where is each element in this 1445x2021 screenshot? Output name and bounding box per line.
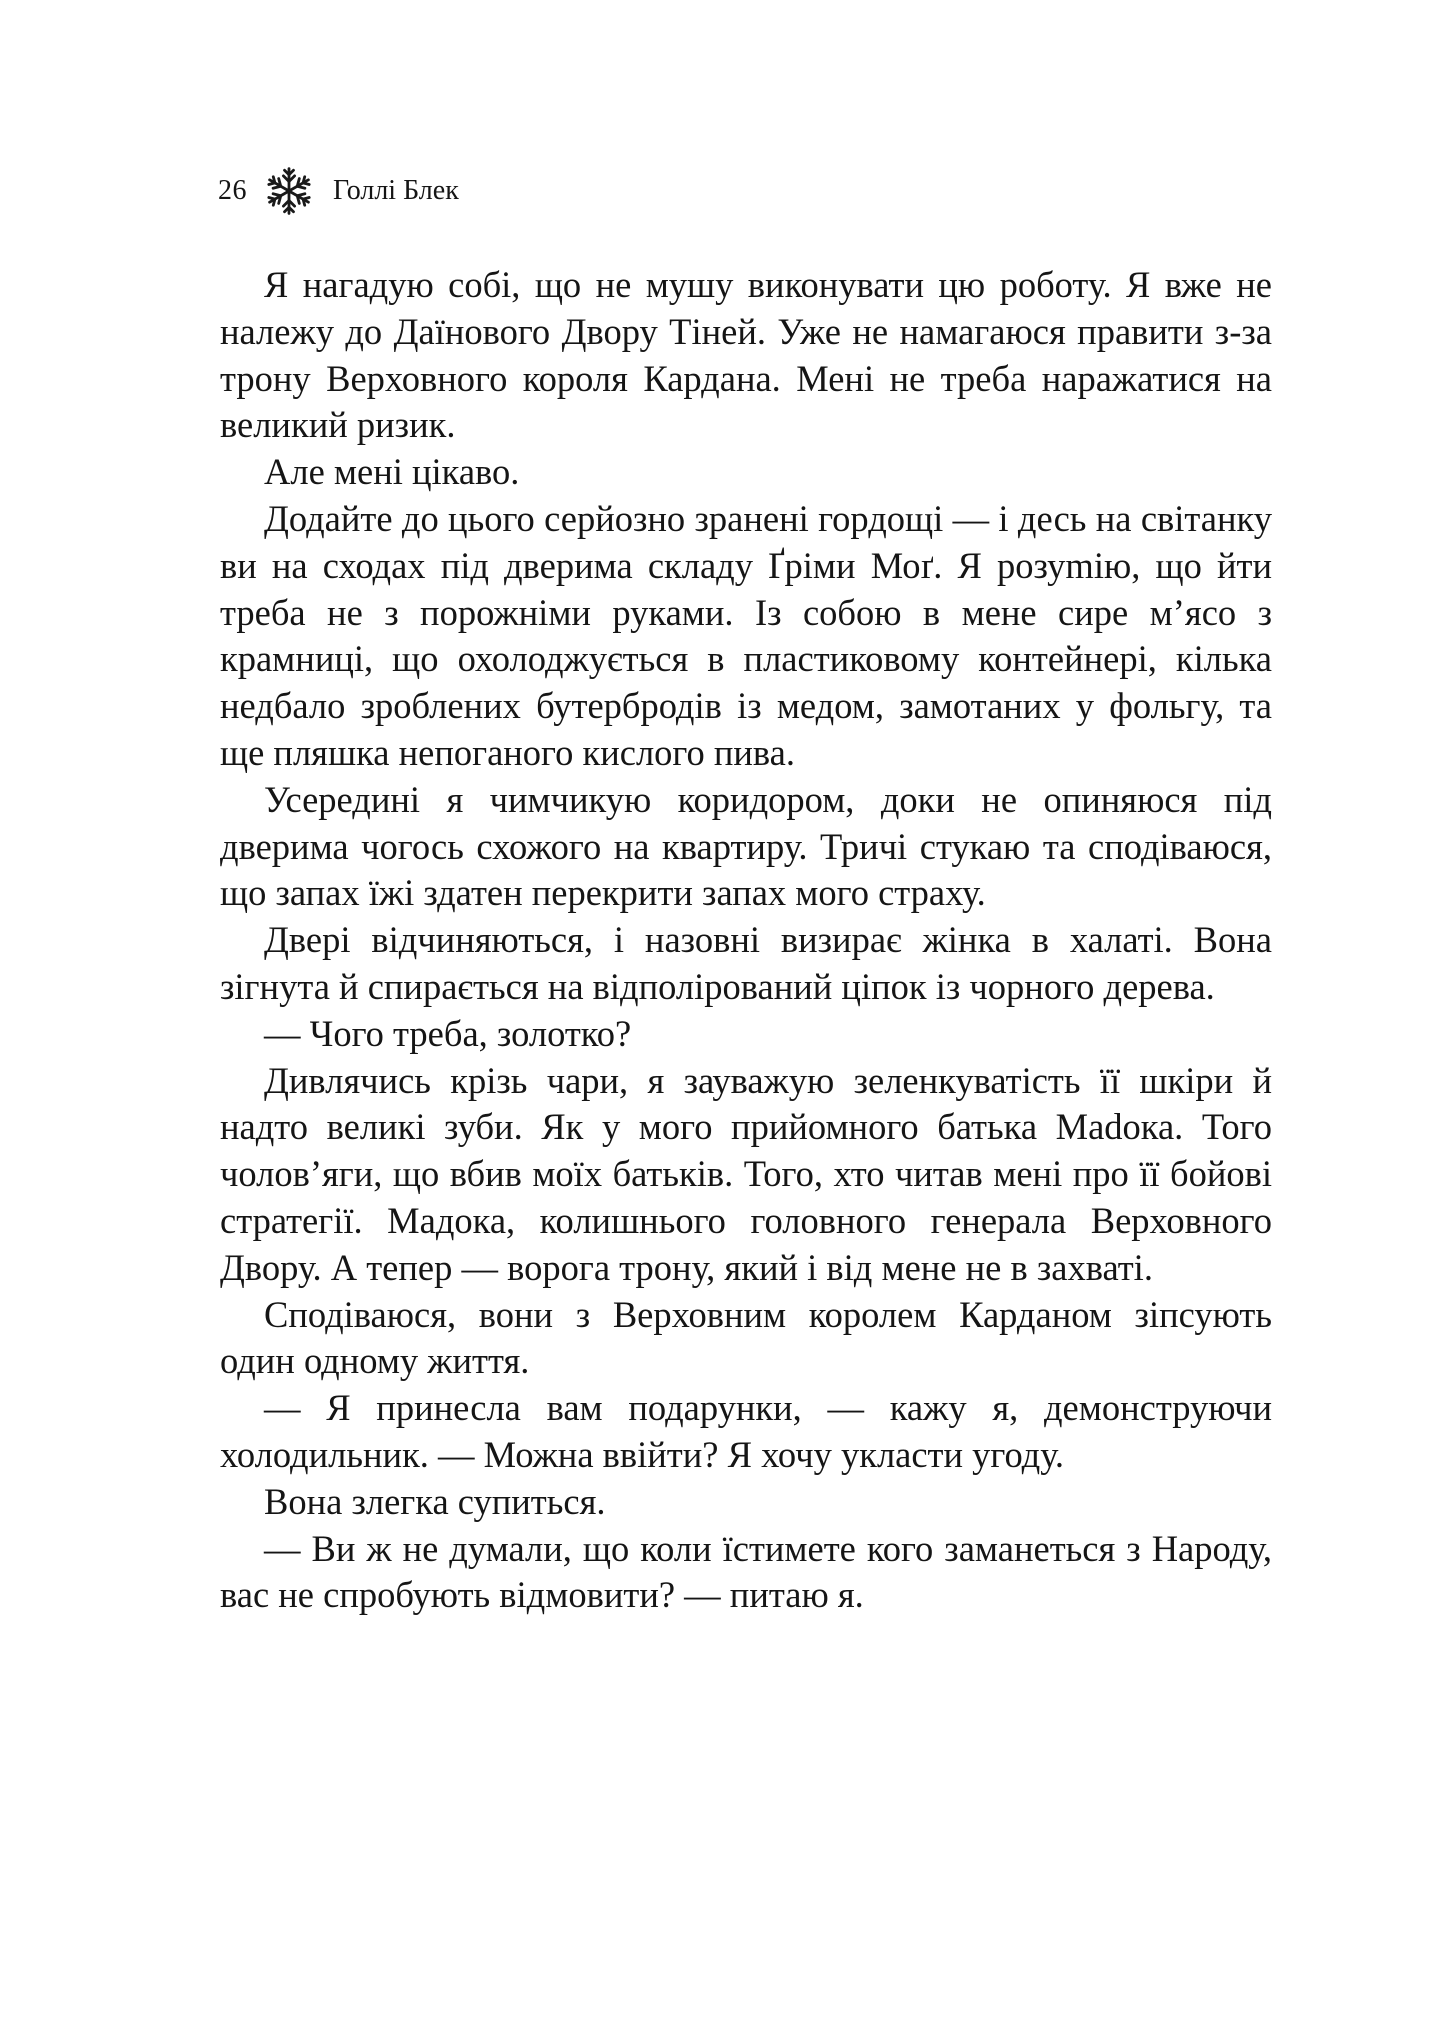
dialogue-paragraph: — Чого треба, золотко? xyxy=(264,1012,632,1054)
page-header xyxy=(218,162,459,220)
dialogue-paragraph: — Ви ж не думали, що коли їстимете кого заманеться з Народу, вас не спробують відмовити? — питаю я. xyxy=(220,1527,1272,1616)
page-number: 26 xyxy=(218,175,247,206)
snowflake-icon xyxy=(261,163,317,219)
paragraph: Дивлячись крізь чари, я зауважую зеленкуватість її шкіри й надто великі зуби. Як у мого прийомного батька Маdока. Того чолов’яги, що вбив моїх батьків. Того, хто читав мені про її бойові стратегії. Мадока, колишнього головного генерала Верховного Двору. А тепер — ворога трону, який і від мене не в захваті. xyxy=(220,1059,1272,1288)
body-text xyxy=(220,262,1272,1619)
running-head-author: Голлі Блек xyxy=(333,175,459,206)
paragraph: Сподіваюся, вони з Верховним королем Карданом зіпсують один одному життя. xyxy=(220,1293,1272,1382)
paragraph: Усередині я чимчикую коридором, доки не опиняюся під дверима чогось схожого на квартиру. Тричі стукаю та сподіваюся, що запах їжі здатен перекрити запах мого страху. xyxy=(220,778,1272,914)
paragraph: Додайте до цього серйозно зранені гордощі — і десь на світанку ви на сходах під дверима складу Ґріми Моґ. Я розуmію, що йти треба не з порожніми руками. Із собою в мене сире м’ясо з крамниці, що охолоджується в пластиковому контейнері, кілька недбало зроблених бутербродів із медом, замотаних у фольгу, та ще пляшка непоганого кислого пива. xyxy=(220,497,1272,773)
paragraph: Вона злегка супиться. xyxy=(264,1480,606,1522)
paragraph: Але мені цікаво. xyxy=(264,451,520,493)
dialogue-paragraph: — Я принесла вам подарунки, — кажу я, демонструючи холодильник. — Можна ввійти? Я хочу укласти угоду. xyxy=(220,1387,1272,1475)
paragraph: Двері відчиняються, і назовні визирає жінка в халаті. Вона зігнута й спирається на відполірований ціпок із чорного дерева. xyxy=(220,919,1272,1007)
paragraph: Я нагадую собі, що не мушу виконувати цю роботу. Я вже не належу до Даїнового Двору Тіней. Уже не намагаюся правити з-за трону Верховного короля Кардана. Мені не треба наражатися на великий ризик. xyxy=(220,264,1272,446)
